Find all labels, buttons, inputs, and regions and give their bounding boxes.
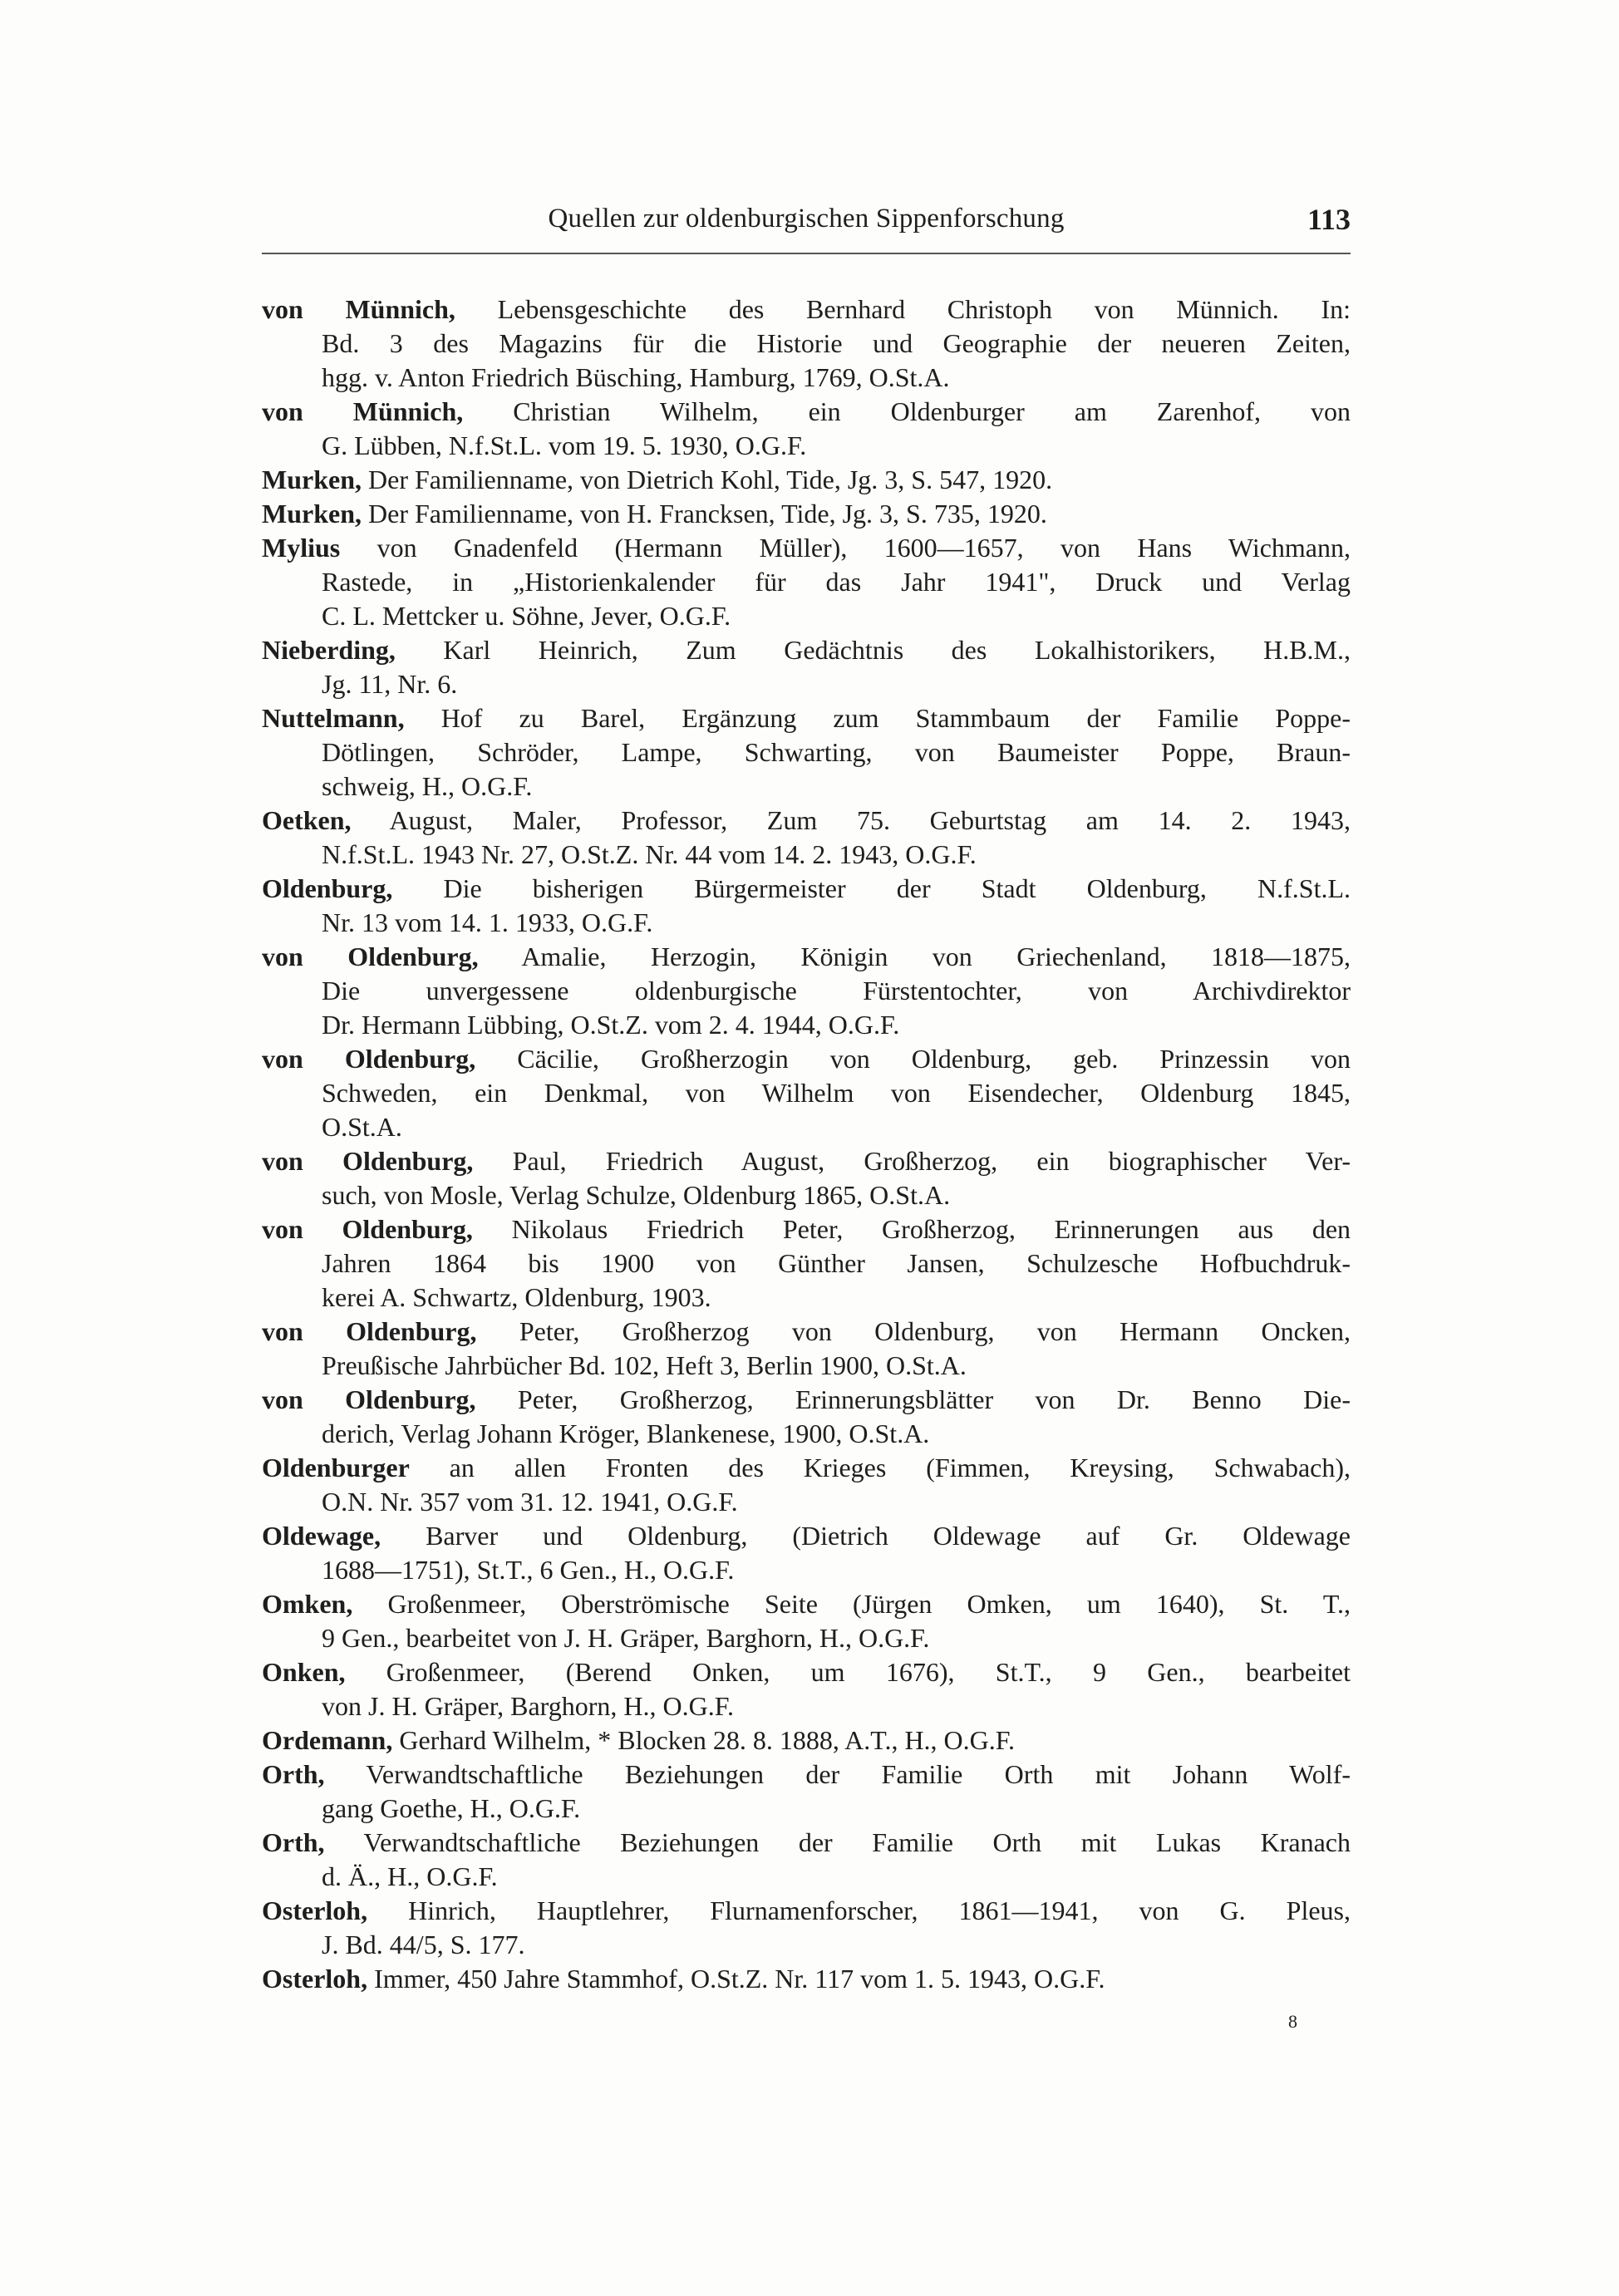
entry-text: Jahren 1864 bis 1900 von Günther Jansen, Schulzesche Hofbuchdruk- — [322, 1248, 1351, 1278]
entry-heading: Mylius — [262, 533, 341, 563]
entry-text: Immer, 450 Jahre Stammhof, O.St.Z. Nr. 117 vom 1. 5. 1943, O.G.F. — [374, 1964, 1105, 1994]
entry-text: Nr. 13 vom 14. 1. 1933, O.G.F. — [322, 907, 653, 937]
entry-line — [262, 804, 1351, 838]
entry-text: Gerhard Wilhelm, * Blocken 28. 8. 1888, A.T., H., O.G.F. — [399, 1725, 1015, 1755]
entry-line — [262, 1826, 1351, 1860]
entry-text: Jg. 11, Nr. 6. — [322, 669, 458, 699]
entry-line — [262, 1894, 1351, 1928]
entry-heading: von Oldenburg, — [262, 942, 479, 971]
bibliography-entry — [262, 463, 1351, 497]
entry-heading: Orth, — [262, 1759, 325, 1789]
entry-text: such, von Mosle, Verlag Schulze, Oldenburg 1865, O.St.A. — [322, 1180, 951, 1210]
running-title: Quellen zur oldenburgischen Sippenforschung — [548, 204, 1065, 234]
bibliography-entry — [262, 872, 1351, 940]
entry-text: Die bisherigen Bürgermeister der Stadt Oldenburg, N.f.St.L. — [443, 873, 1351, 903]
entry-text: von J. H. Gräper, Barghorn, H., O.G.F. — [322, 1691, 734, 1721]
entry-line — [262, 565, 1351, 599]
entry-line — [262, 838, 1351, 872]
entry-line — [262, 497, 1351, 531]
bibliography-entry — [262, 1383, 1351, 1451]
entry-text: von Gnadenfeld (Hermann Müller), 1600—1657, von Hans Wichmann, — [376, 533, 1351, 563]
entry-line — [262, 1246, 1351, 1281]
entry-text: Karl Heinrich, Zum Gedächtnis des Lokalhistorikers, H.B.M., — [443, 635, 1351, 665]
entry-line — [262, 1655, 1351, 1689]
entry-line — [262, 1417, 1351, 1451]
entry-line — [262, 1621, 1351, 1655]
entry-heading: von Oldenburg, — [262, 1146, 474, 1176]
entry-text: Bd. 3 des Magazins für die Historie und Geographie der neueren Zeiten, — [322, 328, 1351, 358]
entry-text: Barver und Oldenburg, (Dietrich Oldewage auf Gr. Oldewage — [426, 1521, 1351, 1551]
entry-heading: Orth, — [262, 1827, 325, 1857]
entry-text: O.N. Nr. 357 vom 31. 12. 1941, O.G.F. — [322, 1487, 738, 1517]
entry-text: an allen Fronten des Krieges (Fimmen, Kreysing, Schwabach), — [449, 1453, 1351, 1482]
entry-line — [262, 872, 1351, 906]
entry-heading: Omken, — [262, 1589, 353, 1619]
entry-line — [262, 463, 1351, 497]
entry-text: G. Lübben, N.f.St.L. vom 19. 5. 1930, O.G.F. — [322, 430, 807, 460]
entry-text: Lebensgeschichte des Bernhard Christoph von Münnich. In: — [497, 294, 1351, 324]
entry-line — [262, 1485, 1351, 1519]
entry-heading: Murken, — [262, 465, 362, 494]
entry-heading: Oetken, — [262, 805, 352, 835]
entry-heading: Oldenburger — [262, 1453, 410, 1482]
entry-text: Peter, Großherzog von Oldenburg, von Hermann Oncken, — [519, 1316, 1351, 1346]
entry-line — [262, 1144, 1351, 1178]
entry-line — [262, 293, 1351, 327]
entry-text: kerei A. Schwartz, Oldenburg, 1903. — [322, 1282, 711, 1312]
entry-text: hgg. v. Anton Friedrich Büsching, Hamburg, 1769, O.St.A. — [322, 362, 950, 392]
entry-text: O.St.A. — [322, 1112, 402, 1142]
entry-text: August, Maler, Professor, Zum 75. Geburtstag am 14. 2. 1943, — [389, 805, 1351, 835]
entry-text: Rastede, in „Historienkalender für das Jahr 1941", Druck und Verlag — [322, 567, 1351, 597]
entry-text: Dötlingen, Schröder, Lampe, Schwarting, von Baumeister Poppe, Braun- — [322, 737, 1351, 767]
entry-heading: Nieberding, — [262, 635, 396, 665]
entry-line — [262, 1349, 1351, 1383]
entry-heading: von Münnich, — [262, 396, 464, 426]
entry-line — [262, 327, 1351, 361]
bibliography-entry — [262, 804, 1351, 872]
bibliography-entry — [262, 1723, 1351, 1758]
entry-line — [262, 906, 1351, 940]
entry-line — [262, 429, 1351, 463]
entry-text: C. L. Mettcker u. Söhne, Jever, O.G.F. — [322, 601, 731, 631]
bibliography-entry — [262, 497, 1351, 531]
header-rule — [262, 253, 1351, 254]
bibliography-entry — [262, 940, 1351, 1042]
entry-text: Hof zu Barel, Ergänzung zum Stammbaum der Familie Poppe- — [440, 703, 1351, 733]
bibliography-entry — [262, 1758, 1351, 1826]
entry-line — [262, 1519, 1351, 1553]
bibliography-entry — [262, 1519, 1351, 1587]
entry-line — [262, 701, 1351, 735]
entry-line — [262, 1860, 1351, 1894]
entry-line — [262, 633, 1351, 667]
entry-heading: Ordemann, — [262, 1725, 393, 1755]
entry-line — [262, 1553, 1351, 1587]
entry-text: Verwandtschaftliche Beziehungen der Familie Orth mit Lukas Kranach — [363, 1827, 1351, 1857]
bibliography-entry — [262, 1144, 1351, 1212]
entry-line — [262, 735, 1351, 769]
entry-text: Cäcilie, Großherzogin von Oldenburg, geb. Prinzessin von — [517, 1044, 1351, 1074]
entry-heading: von Oldenburg, — [262, 1214, 473, 1244]
bibliography-entry — [262, 1894, 1351, 1962]
page-number: 113 — [1307, 203, 1351, 236]
entry-line — [262, 1315, 1351, 1349]
entry-text: Christian Wilhelm, ein Oldenburger am Zarenhof, von — [513, 396, 1351, 426]
entry-line — [262, 1008, 1351, 1042]
entry-heading: von Oldenburg, — [262, 1044, 476, 1074]
bibliography-entry — [262, 293, 1351, 395]
entry-line — [262, 1178, 1351, 1212]
entry-heading: von Oldenburg, — [262, 1384, 476, 1414]
bibliography-entry — [262, 1655, 1351, 1723]
entry-line — [262, 1383, 1351, 1417]
entry-text: Verwandtschaftliche Beziehungen der Familie Orth mit Johann Wolf- — [366, 1759, 1351, 1789]
bibliography-entry — [262, 1042, 1351, 1144]
entry-line — [262, 1281, 1351, 1315]
bibliography-entry — [262, 395, 1351, 463]
entry-text: Großenmeer, (Berend Onken, um 1676), St.T., 9 Gen., bearbeitet — [386, 1657, 1351, 1687]
entry-text: derich, Verlag Johann Kröger, Blankenese, 1900, O.St.A. — [322, 1418, 930, 1448]
entry-text: Die unvergessene oldenburgische Fürstentochter, von Archivdirektor — [322, 976, 1351, 1005]
entry-line — [262, 1962, 1351, 1996]
entry-heading: Nuttelmann, — [262, 703, 405, 733]
bibliography-entry — [262, 1212, 1351, 1315]
entry-text: Der Familienname, von Dietrich Kohl, Tide, Jg. 3, S. 547, 1920. — [368, 465, 1053, 494]
entry-text: N.f.St.L. 1943 Nr. 27, O.St.Z. Nr. 44 vom 14. 2. 1943, O.G.F. — [322, 839, 977, 869]
entry-line — [262, 667, 1351, 701]
entry-heading: von Oldenburg, — [262, 1316, 477, 1346]
entry-heading: von Münnich, — [262, 294, 455, 324]
bibliography-entry — [262, 701, 1351, 804]
entry-line — [262, 1042, 1351, 1076]
entry-text: Amalie, Herzogin, Königin von Griechenland, 1818—1875, — [521, 942, 1351, 971]
entry-text: d. Ä., H., O.G.F. — [322, 1861, 498, 1891]
bibliography-list — [262, 293, 1351, 1996]
entry-text: Nikolaus Friedrich Peter, Großherzog, Erinnerungen aus den — [511, 1214, 1351, 1244]
entry-text: Schweden, ein Denkmal, von Wilhelm von Eisendecher, Oldenburg 1845, — [322, 1078, 1351, 1108]
entry-text: schweig, H., O.G.F. — [322, 771, 533, 801]
entry-line — [262, 361, 1351, 395]
entry-line — [262, 531, 1351, 565]
bibliography-entry — [262, 1587, 1351, 1655]
entry-line — [262, 1792, 1351, 1826]
bibliography-entry — [262, 633, 1351, 701]
entry-text: Hinrich, Hauptlehrer, Flurnamenforscher, 1861—1941, von G. Pleus, — [408, 1895, 1351, 1925]
bibliography-entry — [262, 1962, 1351, 1996]
bibliography-entry — [262, 1315, 1351, 1383]
entry-line — [262, 1689, 1351, 1723]
entry-heading: Onken, — [262, 1657, 346, 1687]
entry-text: 1688—1751), St.T., 6 Gen., H., O.G.F. — [322, 1555, 735, 1585]
entry-text: gang Goethe, H., O.G.F. — [322, 1793, 581, 1823]
bibliography-entry — [262, 1451, 1351, 1519]
entry-line — [262, 1758, 1351, 1792]
entry-heading: Murken, — [262, 499, 362, 529]
entry-text: Dr. Hermann Lübbing, O.St.Z. vom 2. 4. 1944, O.G.F. — [322, 1010, 900, 1040]
entry-text: Preußische Jahrbücher Bd. 102, Heft 3, Berlin 1900, O.St.A. — [322, 1350, 967, 1380]
entry-line — [262, 940, 1351, 974]
entry-line — [262, 974, 1351, 1008]
entry-heading: Oldenburg, — [262, 873, 393, 903]
running-header — [262, 204, 1351, 245]
entry-line — [262, 1928, 1351, 1962]
entry-line — [262, 1451, 1351, 1485]
entry-text: Paul, Friedrich August, Großherzog, ein biographischer Ver- — [512, 1146, 1351, 1176]
bibliography-entry — [262, 1826, 1351, 1894]
entry-text: J. Bd. 44/5, S. 177. — [322, 1930, 525, 1959]
entry-line — [262, 1587, 1351, 1621]
entry-line — [262, 599, 1351, 633]
entry-line — [262, 769, 1351, 804]
signature-mark: 8 — [1288, 2011, 1297, 2032]
entry-text: 9 Gen., bearbeitet von J. H. Gräper, Barghorn, H., O.G.F. — [322, 1623, 930, 1653]
entry-line — [262, 1110, 1351, 1144]
bibliography-entry — [262, 531, 1351, 633]
entry-heading: Osterloh, — [262, 1895, 368, 1925]
entry-heading: Oldewage, — [262, 1521, 381, 1551]
entry-text: Der Familienname, von H. Francksen, Tide, Jg. 3, S. 735, 1920. — [368, 499, 1047, 529]
entry-line — [262, 1076, 1351, 1110]
entry-line — [262, 1212, 1351, 1246]
entry-line — [262, 395, 1351, 429]
entry-heading: Osterloh, — [262, 1964, 368, 1994]
entry-text: Großenmeer, Oberströmische Seite (Jürgen Omken, um 1640), St. T., — [387, 1589, 1351, 1619]
entry-line — [262, 1723, 1351, 1758]
entry-text: Peter, Großherzog, Erinnerungsblätter von Dr. Benno Die- — [517, 1384, 1351, 1414]
